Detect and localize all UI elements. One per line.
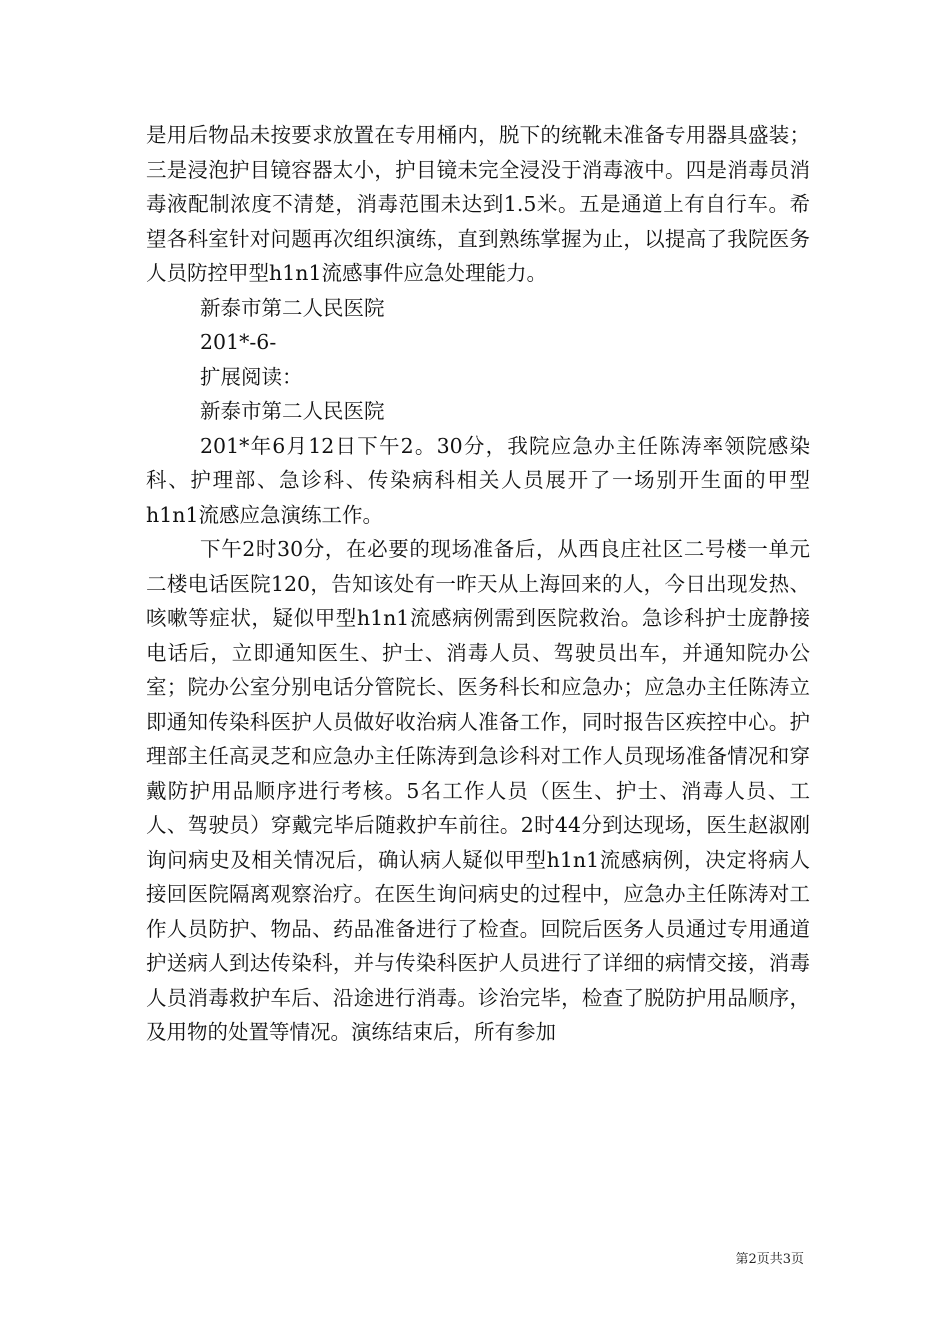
paragraph-drill-detail: 下午2时30分，在必要的现场准备后，从西良庄社区二号楼一单元二楼电话医院120，告知该处有一昨天从上海回来的人，今日出现发热、咳嗽等症状，疑似甲型h1n1流感病例需到医院救治。急诊科护士庞静接电话后，立即通知医生、护士、消毒人员、驾驶员出车，并通知院办公室；院办公室分别电话分管院长、医务科长和应急办；应急办主任陈涛立即通知传染科医护人员做好收治病人准备工作，同时报告区疾控中心。护理部主任高灵芝和应急办主任陈涛到急诊科对工作人员现场准备情况和穿戴防护用品顺序进行考核。5名工作人员（医生、护士、消毒人员、工人、驾驶员）穿戴完毕后随救护车前往。2时44分到达现场，医生赵淑刚询问病史及相关情况后，确认病人疑似甲型h1n1流感病例，决定将病人接回医院隔离观察治疗。在医生询问病史的过程中，应急办主任陈涛对工作人员防护、物品、药品准备进行了检查。回院后医务人员通过专用通道护送病人到达传染科，并与传染科医护人员进行了详细的病情交接，消毒人员消毒救护车后、沿途进行消毒。诊治完毕，检查了脱防护用品顺序，及用物的处置等情况。演练结束后，所有参加 xyxy=(146,537,810,1044)
paragraph-intro: 201*年6月12日下午2。30分，我院应急办主任陈涛率领院感染科、护理部、急诊科、传染病科相关人员展开了一场别开生面的甲型h1n1流感应急演练工作。 xyxy=(146,433,810,527)
page-number: 第2页共3页 xyxy=(735,1252,804,1267)
document-body xyxy=(146,118,810,1050)
article-hospital-name: 新泰市第二人民医院 xyxy=(200,399,385,423)
paragraph-continuation: 是用后物品未按要求放置在专用桶内，脱下的统靴未准备专用器具盛装；三是浸泡护目镜容器太小，护目镜未完全浸没于消毒液中。四是消毒员消毒液配制浓度不清楚，消毒范围未达到1.5米。五是通道上有自行车。希望各科室针对问题再次组织演练，直到熟练掌握为止，以提高了我院医务人员防控甲型h1n1流感事件应急处理能力。 xyxy=(146,123,810,285)
signature-hospital: 新泰市第二人民医院 xyxy=(200,295,385,320)
extended-reading-heading: 扩展阅读： xyxy=(200,364,303,389)
signature-date: 201*-6- xyxy=(200,330,277,354)
